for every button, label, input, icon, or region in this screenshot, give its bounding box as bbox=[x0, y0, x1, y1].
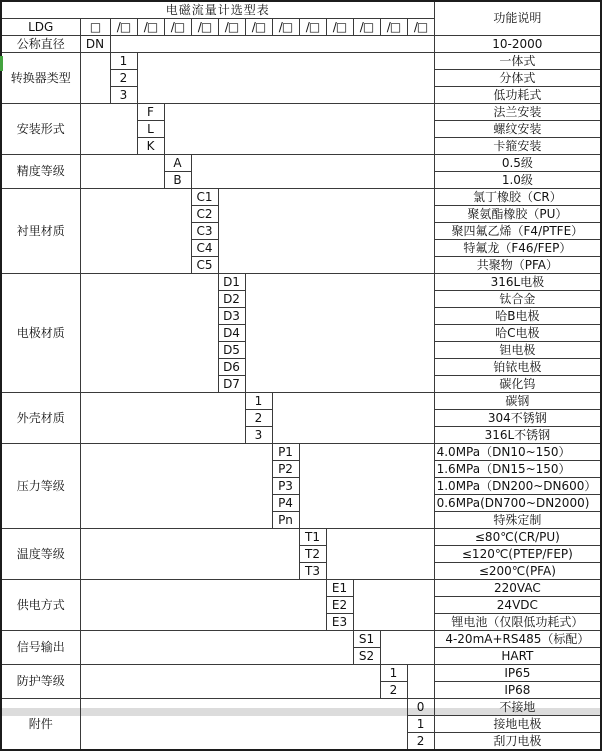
option-code-box: /□ bbox=[326, 19, 353, 36]
function-description: 锂电池（仅限低功耗式） bbox=[434, 614, 601, 631]
category-label: 电极材质 bbox=[1, 274, 80, 393]
option-code: C3 bbox=[191, 223, 218, 240]
option-code: D2 bbox=[218, 291, 245, 308]
function-description: 钽电极 bbox=[434, 342, 601, 359]
option-code-box: /□ bbox=[191, 19, 218, 36]
option-code: D5 bbox=[218, 342, 245, 359]
table-row bbox=[1, 529, 601, 546]
left-filler-cell bbox=[80, 529, 299, 580]
option-code-box: /□ bbox=[299, 19, 326, 36]
option-code: D7 bbox=[218, 376, 245, 393]
category-label: 公称直径 bbox=[1, 36, 80, 53]
option-code: A bbox=[164, 155, 191, 172]
option-code: E1 bbox=[326, 580, 353, 597]
category-label: 温度等级 bbox=[1, 529, 80, 580]
function-description: 碳化钨 bbox=[434, 376, 601, 393]
category-label: 精度等级 bbox=[1, 155, 80, 189]
function-description: 氯丁橡胶（CR） bbox=[434, 189, 601, 206]
function-description: IP68 bbox=[434, 682, 601, 699]
function-description: 卡箍安装 bbox=[434, 138, 601, 155]
option-code: 1 bbox=[407, 716, 434, 733]
table-row bbox=[1, 631, 601, 648]
option-code-box: /□ bbox=[380, 19, 407, 36]
function-description: 螺纹安装 bbox=[434, 121, 601, 138]
option-code-box: /□ bbox=[272, 19, 299, 36]
function-description: 0.6MPa(DN700~DN2000) bbox=[434, 495, 601, 512]
function-description: 304不锈钢 bbox=[434, 410, 601, 427]
function-description: 特殊定制 bbox=[434, 512, 601, 529]
function-description: 接地电极 bbox=[434, 716, 601, 733]
option-code-box: /□ bbox=[218, 19, 245, 36]
function-description: 4-20mA+RS485（标配） bbox=[434, 631, 601, 648]
function-description: 聚四氟乙烯（F4/PTFE） bbox=[434, 223, 601, 240]
title-row bbox=[1, 1, 601, 19]
right-filler-cell bbox=[407, 665, 434, 699]
option-code: 2 bbox=[380, 682, 407, 699]
function-description: 24VDC bbox=[434, 597, 601, 614]
left-filler-cell bbox=[80, 104, 137, 155]
option-code-box: /□ bbox=[407, 19, 434, 36]
left-filler-cell bbox=[80, 189, 191, 274]
right-filler-cell bbox=[218, 189, 434, 274]
option-code: C1 bbox=[191, 189, 218, 206]
table-title: 电磁流量计选型表 bbox=[1, 1, 434, 19]
option-code: P3 bbox=[272, 478, 299, 495]
function-description: IP65 bbox=[434, 665, 601, 682]
function-description: 法兰安装 bbox=[434, 104, 601, 121]
option-code: Pn bbox=[272, 512, 299, 529]
table-row bbox=[1, 274, 601, 291]
right-filler-cell bbox=[110, 36, 434, 53]
option-code: 3 bbox=[245, 427, 272, 444]
model-prefix: LDG bbox=[1, 19, 80, 36]
function-description: 不接地 bbox=[434, 699, 601, 716]
option-code: C2 bbox=[191, 206, 218, 223]
right-filler-cell bbox=[164, 104, 434, 155]
right-filler-cell bbox=[326, 529, 434, 580]
function-description: 0.5级 bbox=[434, 155, 601, 172]
scan-artifact-green-mark bbox=[0, 56, 3, 71]
function-description: 共聚物（PFA） bbox=[434, 257, 601, 274]
option-code: 1 bbox=[380, 665, 407, 682]
option-code: T3 bbox=[299, 563, 326, 580]
table-row bbox=[1, 444, 601, 461]
function-description: HART bbox=[434, 648, 601, 665]
table-row bbox=[1, 699, 601, 716]
option-code: D3 bbox=[218, 308, 245, 325]
function-description: 低功耗式 bbox=[434, 87, 601, 104]
right-filler-cell bbox=[299, 444, 434, 529]
left-filler-cell bbox=[80, 580, 326, 631]
function-description: ≤120℃(PTEP/FEP) bbox=[434, 546, 601, 563]
option-code: E3 bbox=[326, 614, 353, 631]
option-code-box: /□ bbox=[110, 19, 137, 36]
right-filler-cell bbox=[353, 580, 434, 631]
option-code: 2 bbox=[245, 410, 272, 427]
option-code: T2 bbox=[299, 546, 326, 563]
option-code: P1 bbox=[272, 444, 299, 461]
left-filler-cell bbox=[80, 631, 353, 665]
right-filler-cell bbox=[272, 393, 434, 444]
option-code-box: /□ bbox=[164, 19, 191, 36]
option-code: D4 bbox=[218, 325, 245, 342]
table-row bbox=[1, 155, 601, 172]
table-row bbox=[1, 36, 601, 53]
function-column-header: 功能说明 bbox=[434, 1, 601, 36]
table-row bbox=[1, 189, 601, 206]
option-code: P2 bbox=[272, 461, 299, 478]
option-code: 2 bbox=[407, 733, 434, 751]
table-row bbox=[1, 580, 601, 597]
category-label: 压力等级 bbox=[1, 444, 80, 529]
function-description: 220VAC bbox=[434, 580, 601, 597]
table-row bbox=[1, 104, 601, 121]
function-description: 聚氨酯橡胶（PU） bbox=[434, 206, 601, 223]
function-description: 4.0MPa（DN10~150） bbox=[434, 444, 601, 461]
option-code: S2 bbox=[353, 648, 380, 665]
function-description: 刮刀电极 bbox=[434, 733, 601, 751]
option-code: 3 bbox=[110, 87, 137, 104]
option-code: L bbox=[137, 121, 164, 138]
option-code: K bbox=[137, 138, 164, 155]
function-description: 316L电极 bbox=[434, 274, 601, 291]
table-row bbox=[1, 393, 601, 410]
option-code: C5 bbox=[191, 257, 218, 274]
left-filler-cell bbox=[80, 444, 272, 529]
option-code-box: /□ bbox=[245, 19, 272, 36]
left-filler-cell bbox=[80, 665, 380, 699]
category-label: 防护等级 bbox=[1, 665, 80, 699]
option-code: T1 bbox=[299, 529, 326, 546]
option-code: DN bbox=[80, 36, 110, 53]
function-description: 钛合金 bbox=[434, 291, 601, 308]
option-code: B bbox=[164, 172, 191, 189]
function-description: ≤80℃(CR/PU) bbox=[434, 529, 601, 546]
category-label: 附件 bbox=[1, 699, 80, 751]
function-description: 1.0级 bbox=[434, 172, 601, 189]
option-code-box: /□ bbox=[353, 19, 380, 36]
function-description: 10-2000 bbox=[434, 36, 601, 53]
category-label: 安装形式 bbox=[1, 104, 80, 155]
category-label: 供电方式 bbox=[1, 580, 80, 631]
right-filler-cell bbox=[245, 274, 434, 393]
option-code: F bbox=[137, 104, 164, 121]
right-filler-cell bbox=[380, 631, 434, 665]
function-description: 1.6MPa（DN15~150） bbox=[434, 461, 601, 478]
table-row bbox=[1, 665, 601, 682]
function-description: 哈C电极 bbox=[434, 325, 601, 342]
left-filler-cell bbox=[80, 155, 164, 189]
right-filler-cell bbox=[137, 53, 434, 104]
function-description: 碳钢 bbox=[434, 393, 601, 410]
function-description: 一体式 bbox=[434, 53, 601, 70]
left-filler-cell bbox=[80, 53, 110, 104]
table-row bbox=[1, 53, 601, 70]
option-code: E2 bbox=[326, 597, 353, 614]
option-code: 2 bbox=[110, 70, 137, 87]
category-label: 信号输出 bbox=[1, 631, 80, 665]
option-code: 1 bbox=[110, 53, 137, 70]
option-code-box: /□ bbox=[137, 19, 164, 36]
function-description: 铂铱电极 bbox=[434, 359, 601, 376]
option-code: D6 bbox=[218, 359, 245, 376]
category-label: 衬里材质 bbox=[1, 189, 80, 274]
category-label: 转换器类型 bbox=[1, 53, 80, 104]
option-code: P4 bbox=[272, 495, 299, 512]
function-description: 1.0MPa（DN200~DN600） bbox=[434, 478, 601, 495]
category-label: 外壳材质 bbox=[1, 393, 80, 444]
option-code: 1 bbox=[245, 393, 272, 410]
option-code: C4 bbox=[191, 240, 218, 257]
function-description: ≤200℃(PFA) bbox=[434, 563, 601, 580]
function-description: 特氟龙（F46/FEP） bbox=[434, 240, 601, 257]
function-description: 316L不锈钢 bbox=[434, 427, 601, 444]
base-code-box: □ bbox=[80, 19, 110, 36]
option-code: D1 bbox=[218, 274, 245, 291]
option-code: 0 bbox=[407, 699, 434, 716]
left-filler-cell bbox=[80, 393, 245, 444]
left-filler-cell bbox=[80, 274, 218, 393]
left-filler-cell bbox=[80, 699, 407, 751]
function-description: 分体式 bbox=[434, 70, 601, 87]
right-filler-cell bbox=[191, 155, 434, 189]
function-description: 哈B电极 bbox=[434, 308, 601, 325]
option-code: S1 bbox=[353, 631, 380, 648]
